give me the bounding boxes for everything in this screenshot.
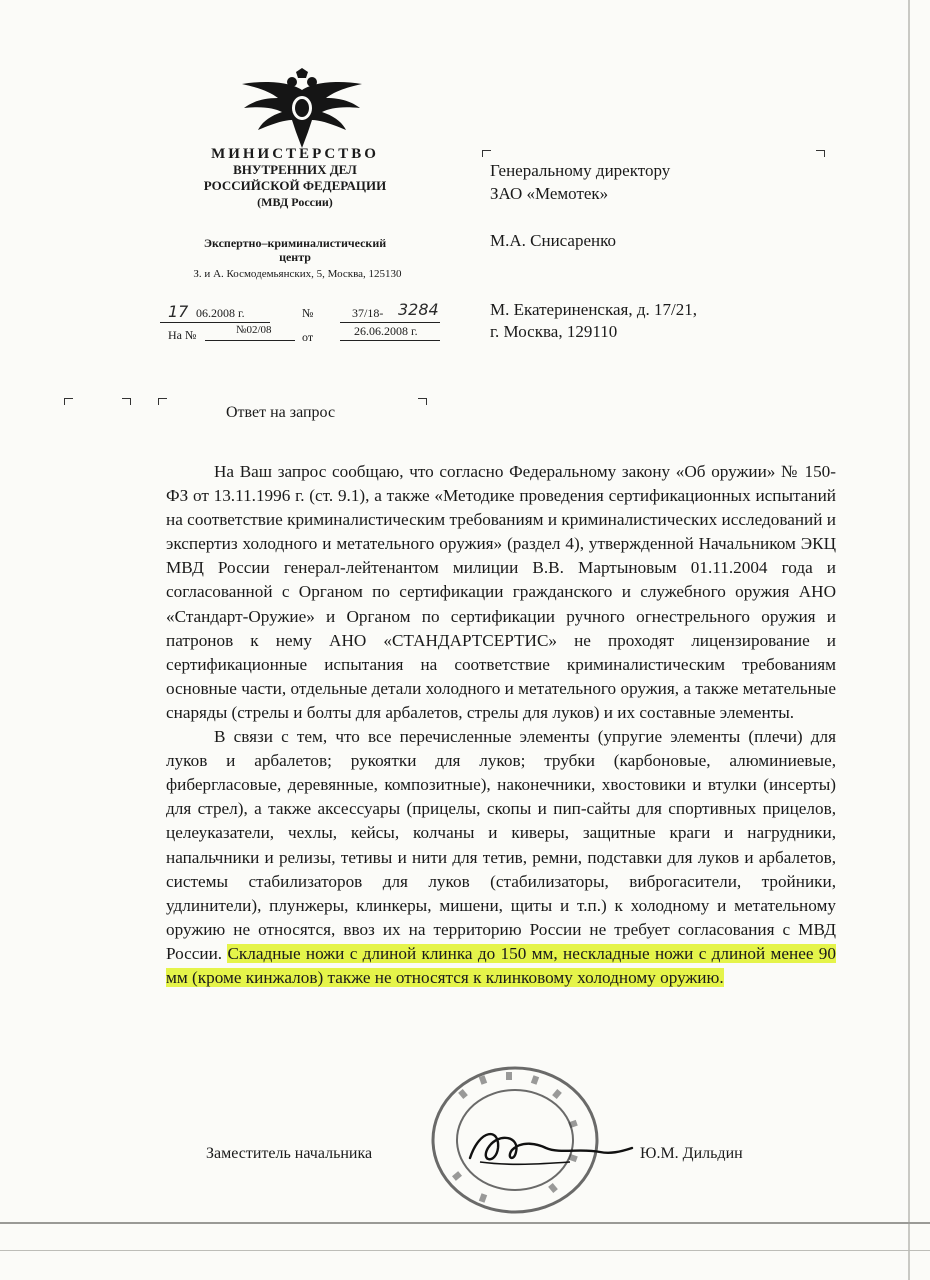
eagle-emblem-icon: [240, 68, 364, 152]
highlighted-text: Складные ножи с длиной клинка до 150 мм, нескладные ножи с длиной менее 90 мм (кроме кинжалов) также не относятся к клинковому холодному оружию.: [166, 943, 836, 987]
ministry-subtitle: ВНУТРЕННИХ ДЕЛ: [233, 162, 357, 177]
center-name-line1: Экспертно–криминалистический: [203, 236, 387, 250]
signatory-position: Заместитель начальника: [206, 1145, 373, 1162]
ministry-header: [160, 146, 430, 210]
number-underline: [340, 322, 440, 323]
ministry-title: МИНИСТЕРСТВО: [211, 146, 379, 162]
paragraph-2-main: В связи с тем, что все перечисленные элементы (упругие элементы (плечи) для луков и арбалетов; рукоятки для луков; трубки (карбоновые, алюминиевые, фибергласовые, деревянные, композитные), наконечники, хвостовики и втулки (инсерты) для стрел), а также аксессуары (прицелы, скопы и пип-сайты для спортивных прицелов, целеуказатели, чехлы, кейсы, колчаны и киверы, защитные краги и нагрудники, напальчники и релизы, тетивы и нити для тетив, ремни, подставки для луков и арбалетов, системы стабилизаторов для луков (стабилизаторы, виброгасители, тройники, удлинители), плунжеры, клинкеры, мишени, щиты и т.п.) к холодному и метательному оружию не относятся, ввоз их на территорию России не требует согласования с МВД России.: [166, 727, 836, 963]
recipient-name: М.А. Снисаренко: [490, 231, 617, 250]
ref-number-underline: [205, 340, 295, 341]
subject-corner-left: [158, 398, 167, 405]
signatory-name: Ю.М. Дильдин: [640, 1145, 743, 1162]
ministry-abbrev: (МВД России): [257, 195, 333, 209]
date-handwritten: 17: [168, 302, 189, 321]
ref-date: 26.06.2008 г.: [354, 324, 418, 338]
margin-corner-right: [122, 398, 131, 405]
recipient-address-line1: М. Екатериненская, д. 17/21,: [490, 300, 697, 319]
ref-number: №02/08: [236, 324, 272, 336]
paragraph-1: На Ваш запрос сообщаю, что согласно Федеральному закону «Об оружии» № 150-ФЗ от 13.11.1996 г. (ст. 9.1), а также «Методике проведения сертификационных испытаний на соответствие криминалистическим требованиям и криминалистических исследований и экспертиз холодного и метательного оружия» (раздел 4), утвержденной Начальником ЭКЦ МВД России генерал-лейтенантом милиции В.В. Мартыновым 01.11.2004 года и согласованной с Органом по сертификации гражданского и служебного оружия АНО «Стандарт-Оружие» и Органом по сертификации ручного огнестрельного оружия и патронов к нему АНО «СТАНДАРТСЕРТИС» не проходят лицензирование и сертификационные испытания на соответствие криминалистическим требованиям основные части, отдельные детали холодного и метательного оружия, а также метательные снаряды (стрелы и болты для арбалетов, стрелы для луков) и их составные элементы.: [166, 462, 836, 722]
margin-corner-left: [64, 398, 73, 405]
ref-date-underline: [340, 340, 440, 341]
recipient-address-line2: г. Москва, 129110: [490, 322, 618, 341]
scan-edge-bottom: [0, 1222, 930, 1224]
letter-body: [166, 460, 836, 990]
date-printed: 06.2008 г.: [196, 306, 245, 320]
subject-corner-right: [418, 398, 427, 405]
ministry-country: РОССИЙСКОЙ ФЕДЕРАЦИИ: [203, 178, 387, 193]
recipient-corner-right: [816, 150, 825, 157]
paragraph-2: [166, 725, 836, 990]
center-name: [160, 236, 430, 264]
center-name-line2: центр: [279, 250, 311, 264]
signature-icon: [450, 1118, 640, 1178]
center-address: З. и А. Космодемьянских, 5, Москва, 125130: [193, 268, 402, 280]
recipient-title: Генеральному директору: [490, 161, 671, 180]
subject-line: Ответ на запрос: [226, 404, 336, 421]
recipient-corner-left: [482, 150, 491, 157]
ref-number-label: На №: [168, 328, 197, 342]
recipient-company: ЗАО «Мемотек»: [490, 184, 609, 203]
number-prefix: 37/18-: [352, 306, 384, 320]
scan-edge-right: [908, 0, 910, 1280]
number-label: №: [302, 306, 314, 320]
date-underline: [160, 322, 270, 323]
number-handwritten: 3284: [398, 300, 439, 319]
scan-edge-bottom-2: [0, 1250, 930, 1251]
ref-date-label: от: [302, 330, 314, 344]
